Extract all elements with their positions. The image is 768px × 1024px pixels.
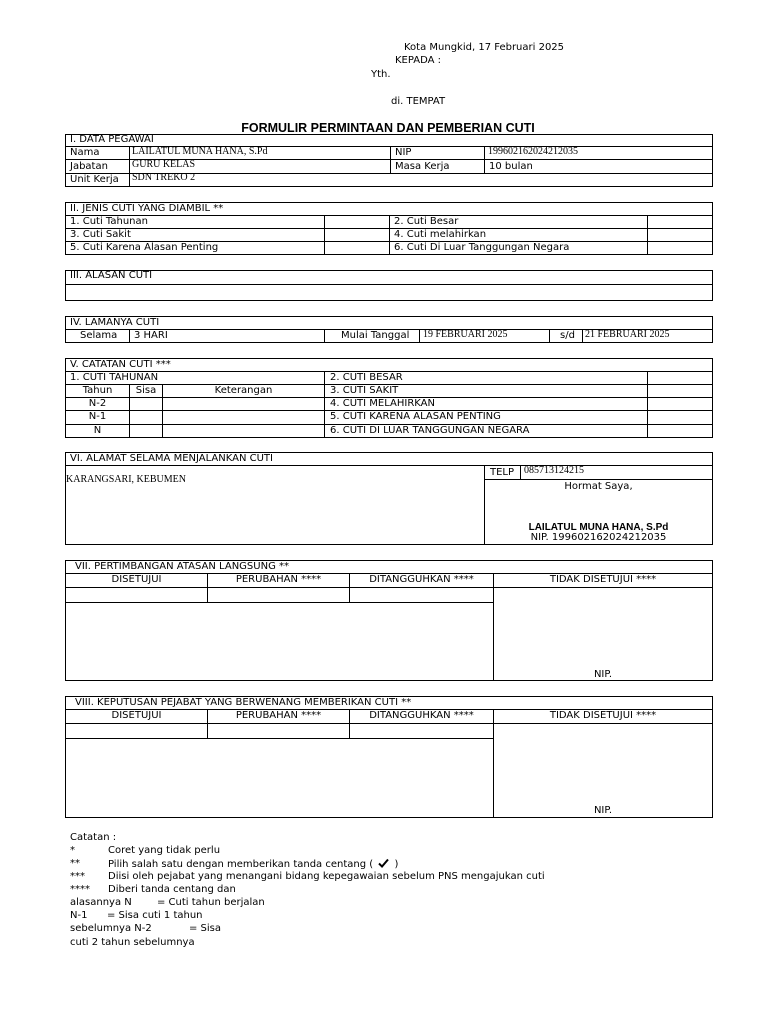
section5-title: V. CATATAN CUTI *** — [70, 359, 171, 370]
alamat-value: KARANGSARI, KEBUMEN — [66, 474, 187, 485]
section2-title: II. JENIS CUTI YANG DIAMBIL ** — [70, 203, 224, 214]
cuti-option-2: 2. Cuti Besar — [394, 216, 459, 227]
telp-value: 085713124215 — [524, 465, 584, 476]
alasan-cuti-field[interactable] — [66, 285, 712, 300]
nip-value: 199602162024212035 — [488, 146, 578, 157]
nama-value: LAILATUL MUNA HANA, S.Pd — [132, 146, 268, 157]
s8-col-ditangguhkan: DITANGGUHKAN **** — [369, 710, 474, 721]
masa-kerja-label: Masa Kerja — [395, 161, 450, 172]
selama-value: 3 HARI — [134, 330, 168, 341]
cuti-option-6: 6. Cuti Di Luar Tanggungan Negara — [394, 242, 570, 253]
note-line6-a: N-1 — [70, 910, 88, 921]
note-text-4: Diberi tanda centang dan — [108, 884, 236, 895]
s7-col-disetujui: DISETUJUI — [111, 574, 162, 585]
mulai-tanggal-value: 19 FEBRUARI 2025 — [423, 329, 508, 340]
row-n1: N-1 — [88, 411, 107, 422]
di-tempat-label: di. TEMPAT — [391, 96, 446, 107]
section4-title: IV. LAMANYA CUTI — [70, 317, 160, 328]
cuti-option-3: 3. Cuti Sakit — [70, 229, 131, 240]
kepada-label: KEPADA : — [395, 55, 442, 66]
unit-kerja-label: Unit Kerja — [70, 174, 119, 185]
col-keterangan: Keterangan — [214, 385, 273, 396]
row-n2: N-2 — [88, 398, 107, 409]
cuti-option-5: 5. Cuti Karena Alasan Penting — [70, 242, 219, 253]
note-line6-b: = Sisa cuti 1 tahun — [107, 910, 203, 921]
unit-kerja-value: SDN TREKO 2 — [132, 172, 196, 183]
s7-col-tidak-disetujui: TIDAK DISETUJUI **** — [549, 574, 657, 585]
section6-title: VI. ALAMAT SELAMA MENJALANKAN CUTI — [70, 453, 273, 464]
sd-value: 21 FEBRUARI 2025 — [585, 329, 670, 340]
mulai-tanggal-label: Mulai Tanggal — [341, 330, 410, 341]
jabatan-label: Jabatan — [70, 161, 108, 172]
catatan-cuti-besar: 2. CUTI BESAR — [330, 372, 403, 383]
signer-name: LAILATUL MUNA HANA, S.Pd — [528, 522, 669, 533]
checkmark-icon — [378, 858, 389, 868]
checkbox-cuti-2[interactable] — [648, 216, 712, 228]
section1-title: I. DATA PEGAWAI — [70, 134, 154, 145]
checkbox-cuti-3[interactable] — [325, 229, 389, 241]
nip-label: NIP — [395, 147, 412, 158]
s8-col-perubahan: PERUBAHAN **** — [235, 710, 322, 721]
note-text-3: Diisi oleh pejabat yang menangani bidang kepegawaian sebelum PNS mengajukan cuti — [108, 871, 545, 882]
checkbox-cuti-6[interactable] — [648, 242, 712, 254]
section8-title: VIII. KEPUTUSAN PEJABAT YANG BERWENANG MEMBERIKAN CUTI ** — [75, 697, 412, 708]
s7-nip: NIP. — [593, 669, 613, 680]
s7-col-perubahan: PERUBAHAN **** — [235, 574, 322, 585]
catatan-cuti-melahirkan: 4. CUTI MELAHIRKAN — [330, 398, 435, 409]
row-n: N — [93, 425, 102, 436]
cuti-option-1: 1. Cuti Tahunan — [70, 216, 148, 227]
place-date: Kota Mungkid, 17 Februari 2025 — [404, 42, 565, 53]
cuti-tahunan-label: 1. CUTI TAHUNAN — [70, 372, 159, 383]
notes-title: Catatan : — [70, 832, 117, 843]
signer-nip: NIP. 199602162024212035 — [530, 532, 667, 543]
note-mark-2: ** — [70, 858, 80, 869]
note-mark-1: * — [70, 845, 75, 856]
catatan-cuti-luar-tanggungan: 6. CUTI DI LUAR TANGGUNGAN NEGARA — [330, 425, 530, 436]
s8-col-disetujui: DISETUJUI — [111, 710, 162, 721]
note-line8: cuti 2 tahun sebelumnya — [70, 937, 195, 948]
note-line7-a: sebelumnya N-2 — [70, 923, 152, 934]
jabatan-value: GURU KELAS — [132, 159, 196, 170]
masa-kerja-value: 10 bulan — [489, 161, 533, 172]
nama-label: Nama — [70, 147, 100, 158]
selama-label: Selama — [80, 330, 118, 341]
note-text-1: Coret yang tidak perlu — [108, 845, 221, 856]
s7-col-ditangguhkan: DITANGGUHKAN **** — [369, 574, 474, 585]
cuti-option-4: 4. Cuti melahirkan — [394, 229, 487, 240]
hormat-saya: Hormat Saya, — [564, 481, 633, 492]
note-line5-a: alasannya N — [70, 897, 132, 908]
s8-nip: NIP. — [593, 805, 613, 816]
col-sisa: Sisa — [135, 385, 157, 396]
section3-title: III. ALASAN CUTI — [70, 270, 153, 281]
catatan-cuti-alasan-penting: 5. CUTI KARENA ALASAN PENTING — [330, 411, 501, 422]
note-line7-b: = Sisa — [189, 923, 222, 934]
note-line5-b: = Cuti tahun berjalan — [157, 897, 265, 908]
col-tahun: Tahun — [82, 385, 113, 396]
telp-label: TELP — [490, 467, 515, 478]
note-text-2: Pilih salah satu dengan memberikan tanda centang ( ) — [108, 859, 399, 870]
checkbox-cuti-1[interactable] — [325, 216, 389, 228]
form-title: FORMULIR PERMINTAAN DAN PEMBERIAN CUTI — [241, 121, 535, 135]
catatan-cuti-sakit: 3. CUTI SAKIT — [330, 385, 399, 396]
note-mark-4: **** — [70, 884, 90, 895]
section7-title: VII. PERTIMBANGAN ATASAN LANGSUNG ** — [75, 561, 289, 572]
checkbox-cuti-5[interactable] — [325, 242, 389, 254]
sd-label: s/d — [560, 330, 575, 341]
s8-col-tidak-disetujui: TIDAK DISETUJUI **** — [549, 710, 657, 721]
checkbox-cuti-4[interactable] — [648, 229, 712, 241]
note-mark-3: *** — [70, 871, 85, 882]
yth-label: Yth. — [371, 69, 391, 80]
